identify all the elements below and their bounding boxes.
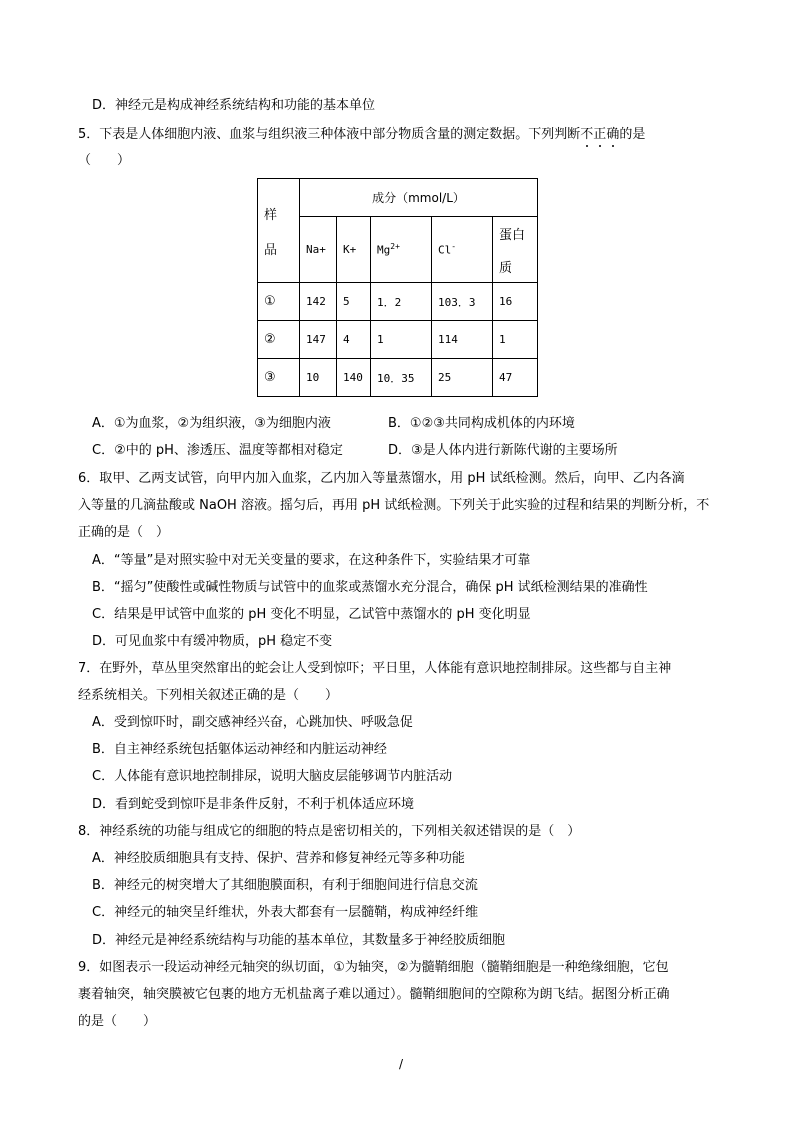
q9-stem-2: 裹着轴突，轴突膜被它包裹的地方无机盐离子难以通过）。髓鞘细胞间的空隙称为朗飞结。据图分析正确 [78, 987, 670, 1002]
q7-option-c: C．人体能有意识地控制排尿，说明大脑皮层能够调节内脏活动 [92, 769, 453, 784]
col-header-protein: 蛋白 质 [493, 217, 538, 283]
component-group-header: 成分（mmol/L） [300, 179, 538, 217]
q5-answer-paren: （ ） [78, 153, 131, 168]
q6-stem-3: 正确的是（ ） [78, 525, 170, 540]
table-row: ② 147 4 1 114 1 [258, 321, 538, 359]
col-header-k: K+ [337, 217, 371, 283]
q5-stem: 5．下表是人体细胞内液、血浆与组织液三种体液中部分物质含量的测定数据。下列判断不正确的是 [78, 127, 646, 142]
table-row: ③ 10 140 10．35 25 47 [258, 359, 538, 397]
q7-stem-2: 经系统相关。下列相关叙述正确的是（ ） [78, 688, 339, 703]
col-header-cl: Cl- [432, 217, 493, 283]
q5-options-ab: A．①为血浆，②为组织液，③为细胞内液 B．①②③共同构成机体的内环境 [92, 416, 575, 431]
page-number: / [399, 1057, 404, 1071]
q6-stem-2: 入等量的几滴盐酸或 NaOH 溶液。摇匀后，再用 pH 试纸检测。下列关于此实验的过程和结果的判断分析，不 [78, 498, 710, 513]
q9-stem-1: 9．如图表示一段运动神经元轴突的纵切面，①为轴突，②为髓鞘细胞（髓鞘细胞是一种绝缘细胞，它包 [78, 960, 669, 975]
q8-stem: 8．神经系统的功能与组成它的细胞的特点是密切相关的，下列相关叙述错误的是（ ） [78, 824, 581, 839]
q7-option-b: B．自主神经系统包括躯体运动神经和内脏运动神经 [92, 742, 387, 757]
q8-option-b: B．神经元的树突增大了其细胞膜面积，有利于细胞间进行信息交流 [92, 878, 478, 893]
q8-option-d: D．神经元是神经系统结构与功能的基本单位，其数量多于神经胶质细胞 [92, 933, 506, 948]
col-header-mg: $Mg^{2+}$ [371, 217, 432, 283]
q6-stem-1: 6．取甲、乙两支试管，向甲内加入血浆，乙内加入等量蒸馏水，用 pH 试纸检测。然后，向甲、乙内各滴 [78, 471, 685, 486]
q4-option-d: D．神经元是构成神经系统结构和功能的基本单位 [92, 98, 376, 113]
q5-options-cd: C．②中的 pH、渗透压、温度等都相对稳定 D．③是人体内进行新陈代谢的主要场所 [92, 443, 618, 458]
q9-stem-3: 的是（ ） [78, 1014, 157, 1029]
q7-option-a: A．受到惊吓时，副交感神经兴奋，心跳加快、呼吸急促 [92, 715, 413, 730]
q8-option-a: A．神经胶质细胞具有支持、保护、营养和修复神经元等多种功能 [92, 851, 465, 866]
q6-option-a: A．“等量”是对照实验中对无关变量的要求，在这种条件下，实验结果才可靠 [92, 553, 531, 568]
col-header-na: Na+ [300, 217, 337, 283]
q7-stem-1: 7．在野外，草丛里突然窜出的蛇会让人受到惊吓；平日里，人体能有意识地控制排尿。这些都与自主神 [78, 661, 672, 676]
q5-data-table [257, 178, 538, 397]
q6-option-b: B．“摇匀”使酸性或碱性物质与试管中的血浆或蒸馏水充分混合，确保 pH 试纸检测结果的准确性 [92, 580, 648, 595]
q7-option-d: D．看到蛇受到惊吓是非条件反射，不利于机体适应环境 [92, 797, 415, 812]
q8-option-c: C．神经元的轴突呈纤维状，外表大都套有一层髓鞘，构成神经纤维 [92, 905, 479, 920]
table-row: ① 142 5 1．2 103．3 16 [258, 283, 538, 321]
q6-option-d: D．可见血浆中有缓冲物质，pH 稳定不变 [92, 634, 333, 649]
q6-option-c: C．结果是甲试管中血浆的 pH 变化不明显，乙试管中蒸馏水的 pH 变化明显 [92, 607, 531, 622]
sample-header: 样 品 [258, 179, 300, 283]
